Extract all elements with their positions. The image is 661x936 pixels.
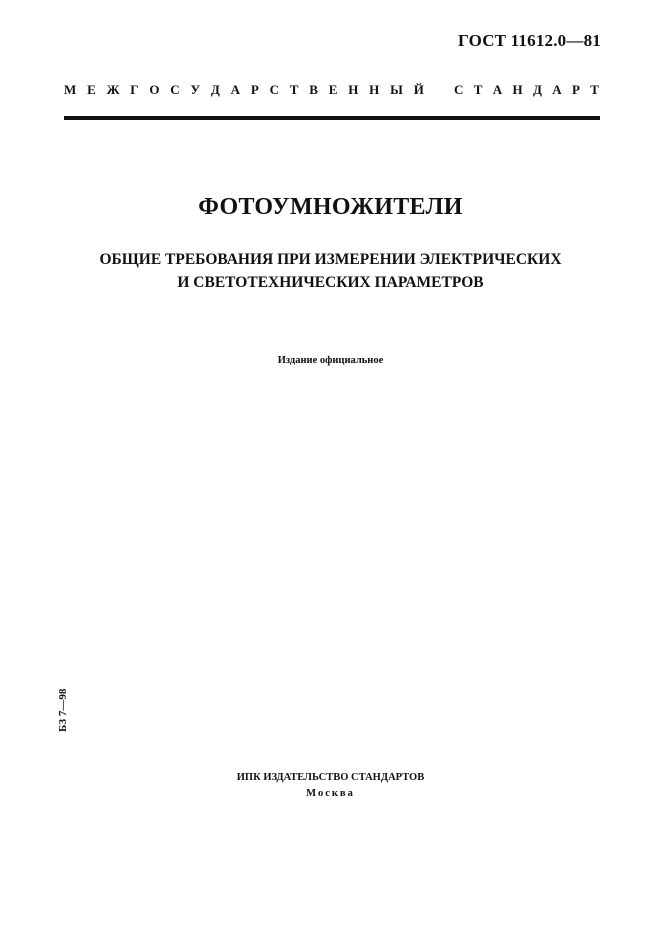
subtitle-line: ОБЩИЕ ТРЕБОВАНИЯ ПРИ ИЗМЕРЕНИИ ЭЛЕКТРИЧЕСКИХ <box>99 251 562 268</box>
letter: С <box>454 82 464 97</box>
letter: Н <box>369 82 380 97</box>
letter: А <box>492 82 503 97</box>
letter: Е <box>328 82 338 97</box>
letter: Д <box>532 82 542 97</box>
standard-type-heading <box>64 82 599 98</box>
letter: Н <box>512 82 523 97</box>
letter: Т <box>590 82 599 97</box>
letter: У <box>190 82 201 97</box>
side-code: БЗ 7—98 <box>57 688 69 732</box>
letter: А <box>230 82 240 97</box>
letter: Е <box>87 82 96 97</box>
letter: Ж <box>106 82 120 97</box>
letter: Ы <box>390 82 403 97</box>
letter: Д <box>210 82 220 97</box>
letter: Р <box>571 82 580 97</box>
publisher-city: Москва <box>306 788 355 799</box>
letter: С <box>269 82 279 97</box>
edition-note: Издание официальное <box>277 355 384 366</box>
document-title: ФОТОУМНОЖИТЕЛИ <box>198 194 463 220</box>
letter: Т <box>473 82 483 97</box>
standard-type-word-2 <box>454 82 599 98</box>
letter: Г <box>130 82 139 97</box>
letter: А <box>552 82 562 97</box>
letter: Р <box>250 82 259 97</box>
letter: Н <box>348 82 359 97</box>
header-rule <box>64 116 600 120</box>
letter: Т <box>289 82 299 97</box>
publisher-name: ИПК ИЗДАТЕЛЬСТВО СТАНДАРТОВ <box>236 772 425 783</box>
standard-type-word-1 <box>64 82 424 98</box>
letter: М <box>64 82 77 97</box>
letter: Й <box>413 82 424 97</box>
document-subtitle <box>0 248 661 294</box>
letter: С <box>170 82 180 97</box>
letter: О <box>149 82 160 97</box>
letter: В <box>309 82 318 97</box>
subtitle-line: И СВЕТОТЕХНИЧЕСКИХ ПАРАМЕТРОВ <box>177 274 484 291</box>
document-number: ГОСТ 11612.0—81 <box>457 31 601 50</box>
